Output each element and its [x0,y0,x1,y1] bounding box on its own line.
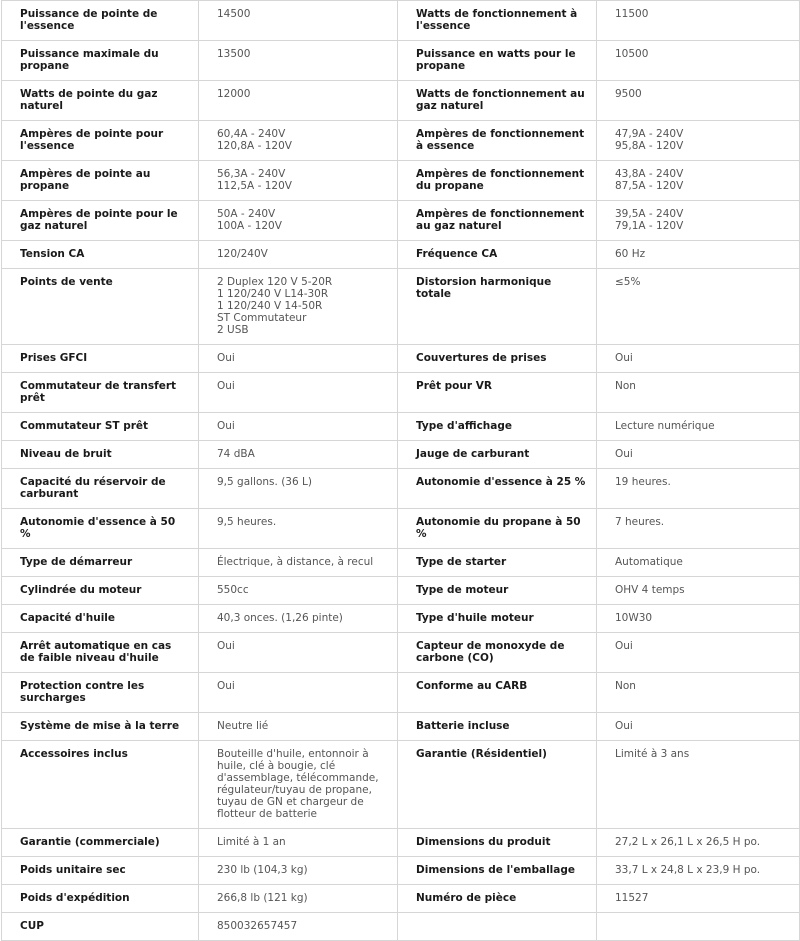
spec-row [2,373,800,413]
spec-value: 7 heures. [597,509,800,549]
spec-row [2,741,800,829]
spec-row [2,577,800,605]
spec-label: Type d'affichage [398,413,597,441]
spec-value: Oui [199,345,398,373]
spec-label: Couvertures de prises [398,345,597,373]
spec-value: 43,8A - 240V 87,5A - 120V [597,161,800,201]
spec-label: Watts de fonctionnement à l'essence [398,1,597,41]
spec-value: Lecture numérique [597,413,800,441]
spec-value: Électrique, à distance, à recul [199,549,398,577]
spec-value: 39,5A - 240V 79,1A - 120V [597,201,800,241]
spec-row [2,413,800,441]
spec-value: 10W30 [597,605,800,633]
spec-label: Dimensions du produit [398,829,597,857]
spec-label: Arrêt automatique en cas de faible niveau d'huile [2,633,199,673]
spec-label: Puissance en watts pour le propane [398,41,597,81]
spec-value: Oui [597,441,800,469]
spec-value: Limité à 3 ans [597,741,800,829]
spec-row [2,913,800,941]
spec-label [398,913,597,941]
spec-value: 33,7 L x 24,8 L x 23,9 H po. [597,857,800,885]
spec-label: Batterie incluse [398,713,597,741]
spec-label: Numéro de pièce [398,885,597,913]
spec-label: Fréquence CA [398,241,597,269]
spec-label: Ampères de fonctionnement du propane [398,161,597,201]
spec-value: 12000 [199,81,398,121]
spec-value: Oui [597,345,800,373]
spec-value: 10500 [597,41,800,81]
spec-value: Limité à 1 an [199,829,398,857]
spec-label: Points de vente [2,269,199,345]
spec-label: Autonomie d'essence à 25 % [398,469,597,509]
spec-value: 266,8 lb (121 kg) [199,885,398,913]
spec-label: Ampères de fonctionnement au gaz naturel [398,201,597,241]
spec-label: Garantie (Résidentiel) [398,741,597,829]
spec-value: 40,3 onces. (1,26 pinte) [199,605,398,633]
spec-label: Autonomie du propane à 50 % [398,509,597,549]
spec-value: ≤5% [597,269,800,345]
spec-label: Poids unitaire sec [2,857,199,885]
spec-value: 11500 [597,1,800,41]
spec-label: Watts de fonctionnement au gaz naturel [398,81,597,121]
spec-label: Capacité d'huile [2,605,199,633]
spec-row [2,345,800,373]
spec-label: Niveau de bruit [2,441,199,469]
spec-value: 27,2 L x 26,1 L x 26,5 H po. [597,829,800,857]
spec-label: Conforme au CARB [398,673,597,713]
spec-row [2,829,800,857]
spec-label: Capacité du réservoir de carburant [2,469,199,509]
spec-value: Automatique [597,549,800,577]
spec-row [2,161,800,201]
spec-value: 60 Hz [597,241,800,269]
spec-label: Type de démarreur [2,549,199,577]
spec-value: Oui [199,413,398,441]
spec-row [2,81,800,121]
spec-label: Distorsion harmonique totale [398,269,597,345]
spec-label: Ampères de pointe pour le gaz naturel [2,201,199,241]
spec-value: 19 heures. [597,469,800,509]
spec-row [2,673,800,713]
spec-row [2,441,800,469]
spec-row [2,41,800,81]
spec-value: 74 dBA [199,441,398,469]
spec-label: Protection contre les surcharges [2,673,199,713]
spec-value: 120/240V [199,241,398,269]
spec-row [2,121,800,161]
spec-row [2,633,800,673]
spec-value: 50A - 240V 100A - 120V [199,201,398,241]
spec-label: Type d'huile moteur [398,605,597,633]
spec-label: Prêt pour VR [398,373,597,413]
spec-value: 9500 [597,81,800,121]
spec-label: Poids d'expédition [2,885,199,913]
spec-row [2,241,800,269]
spec-label: Garantie (commerciale) [2,829,199,857]
spec-label: Autonomie d'essence à 50 % [2,509,199,549]
spec-label: Commutateur de transfert prêt [2,373,199,413]
spec-value: 13500 [199,41,398,81]
spec-value: Bouteille d'huile, entonnoir à huile, clé à bougie, clé d'assemblage, télécommande, régulateur/tuyau de propane, tuyau de GN et chargeur de flotteur de batterie [199,741,398,829]
spec-row [2,1,800,41]
spec-row [2,269,800,345]
spec-row [2,713,800,741]
spec-value: Non [597,673,800,713]
spec-label: Dimensions de l'emballage [398,857,597,885]
spec-row [2,201,800,241]
spec-value: 47,9A - 240V 95,8A - 120V [597,121,800,161]
spec-row [2,885,800,913]
spec-label: Jauge de carburant [398,441,597,469]
spec-value: 550cc [199,577,398,605]
spec-value: 230 lb (104,3 kg) [199,857,398,885]
spec-value: 56,3A - 240V 112,5A - 120V [199,161,398,201]
spec-value: 9,5 gallons. (36 L) [199,469,398,509]
spec-label: Commutateur ST prêt [2,413,199,441]
spec-row [2,857,800,885]
spec-table-body [2,1,800,941]
spec-value: 14500 [199,1,398,41]
spec-value: Neutre lié [199,713,398,741]
spec-label: Type de starter [398,549,597,577]
spec-value: OHV 4 temps [597,577,800,605]
spec-row [2,509,800,549]
spec-value: Oui [597,633,800,673]
spec-row [2,469,800,509]
spec-label: Accessoires inclus [2,741,199,829]
spec-table [1,0,800,941]
spec-value: Oui [199,633,398,673]
spec-label: Prises GFCI [2,345,199,373]
spec-value: Oui [199,673,398,713]
spec-label: Tension CA [2,241,199,269]
spec-label: Puissance maximale du propane [2,41,199,81]
spec-label: Watts de pointe du gaz naturel [2,81,199,121]
spec-label: Type de moteur [398,577,597,605]
spec-label: Cylindrée du moteur [2,577,199,605]
spec-label: Ampères de fonctionnement à essence [398,121,597,161]
spec-label: Capteur de monoxyde de carbone (CO) [398,633,597,673]
spec-value: Oui [597,713,800,741]
spec-label: Puissance de pointe de l'essence [2,1,199,41]
spec-row [2,605,800,633]
spec-value: Oui [199,373,398,413]
spec-label: CUP [2,913,199,941]
spec-value: 60,4A - 240V 120,8A - 120V [199,121,398,161]
spec-value: Non [597,373,800,413]
spec-row [2,549,800,577]
spec-value: 9,5 heures. [199,509,398,549]
spec-label: Système de mise à la terre [2,713,199,741]
spec-value: 850032657457 [199,913,398,941]
spec-value: 2 Duplex 120 V 5-20R 1 120/240 V L14-30R 1 120/240 V 14-50R ST Commutateur 2 USB [199,269,398,345]
spec-value: 11527 [597,885,800,913]
spec-label: Ampères de pointe au propane [2,161,199,201]
spec-label: Ampères de pointe pour l'essence [2,121,199,161]
spec-value [597,913,800,941]
